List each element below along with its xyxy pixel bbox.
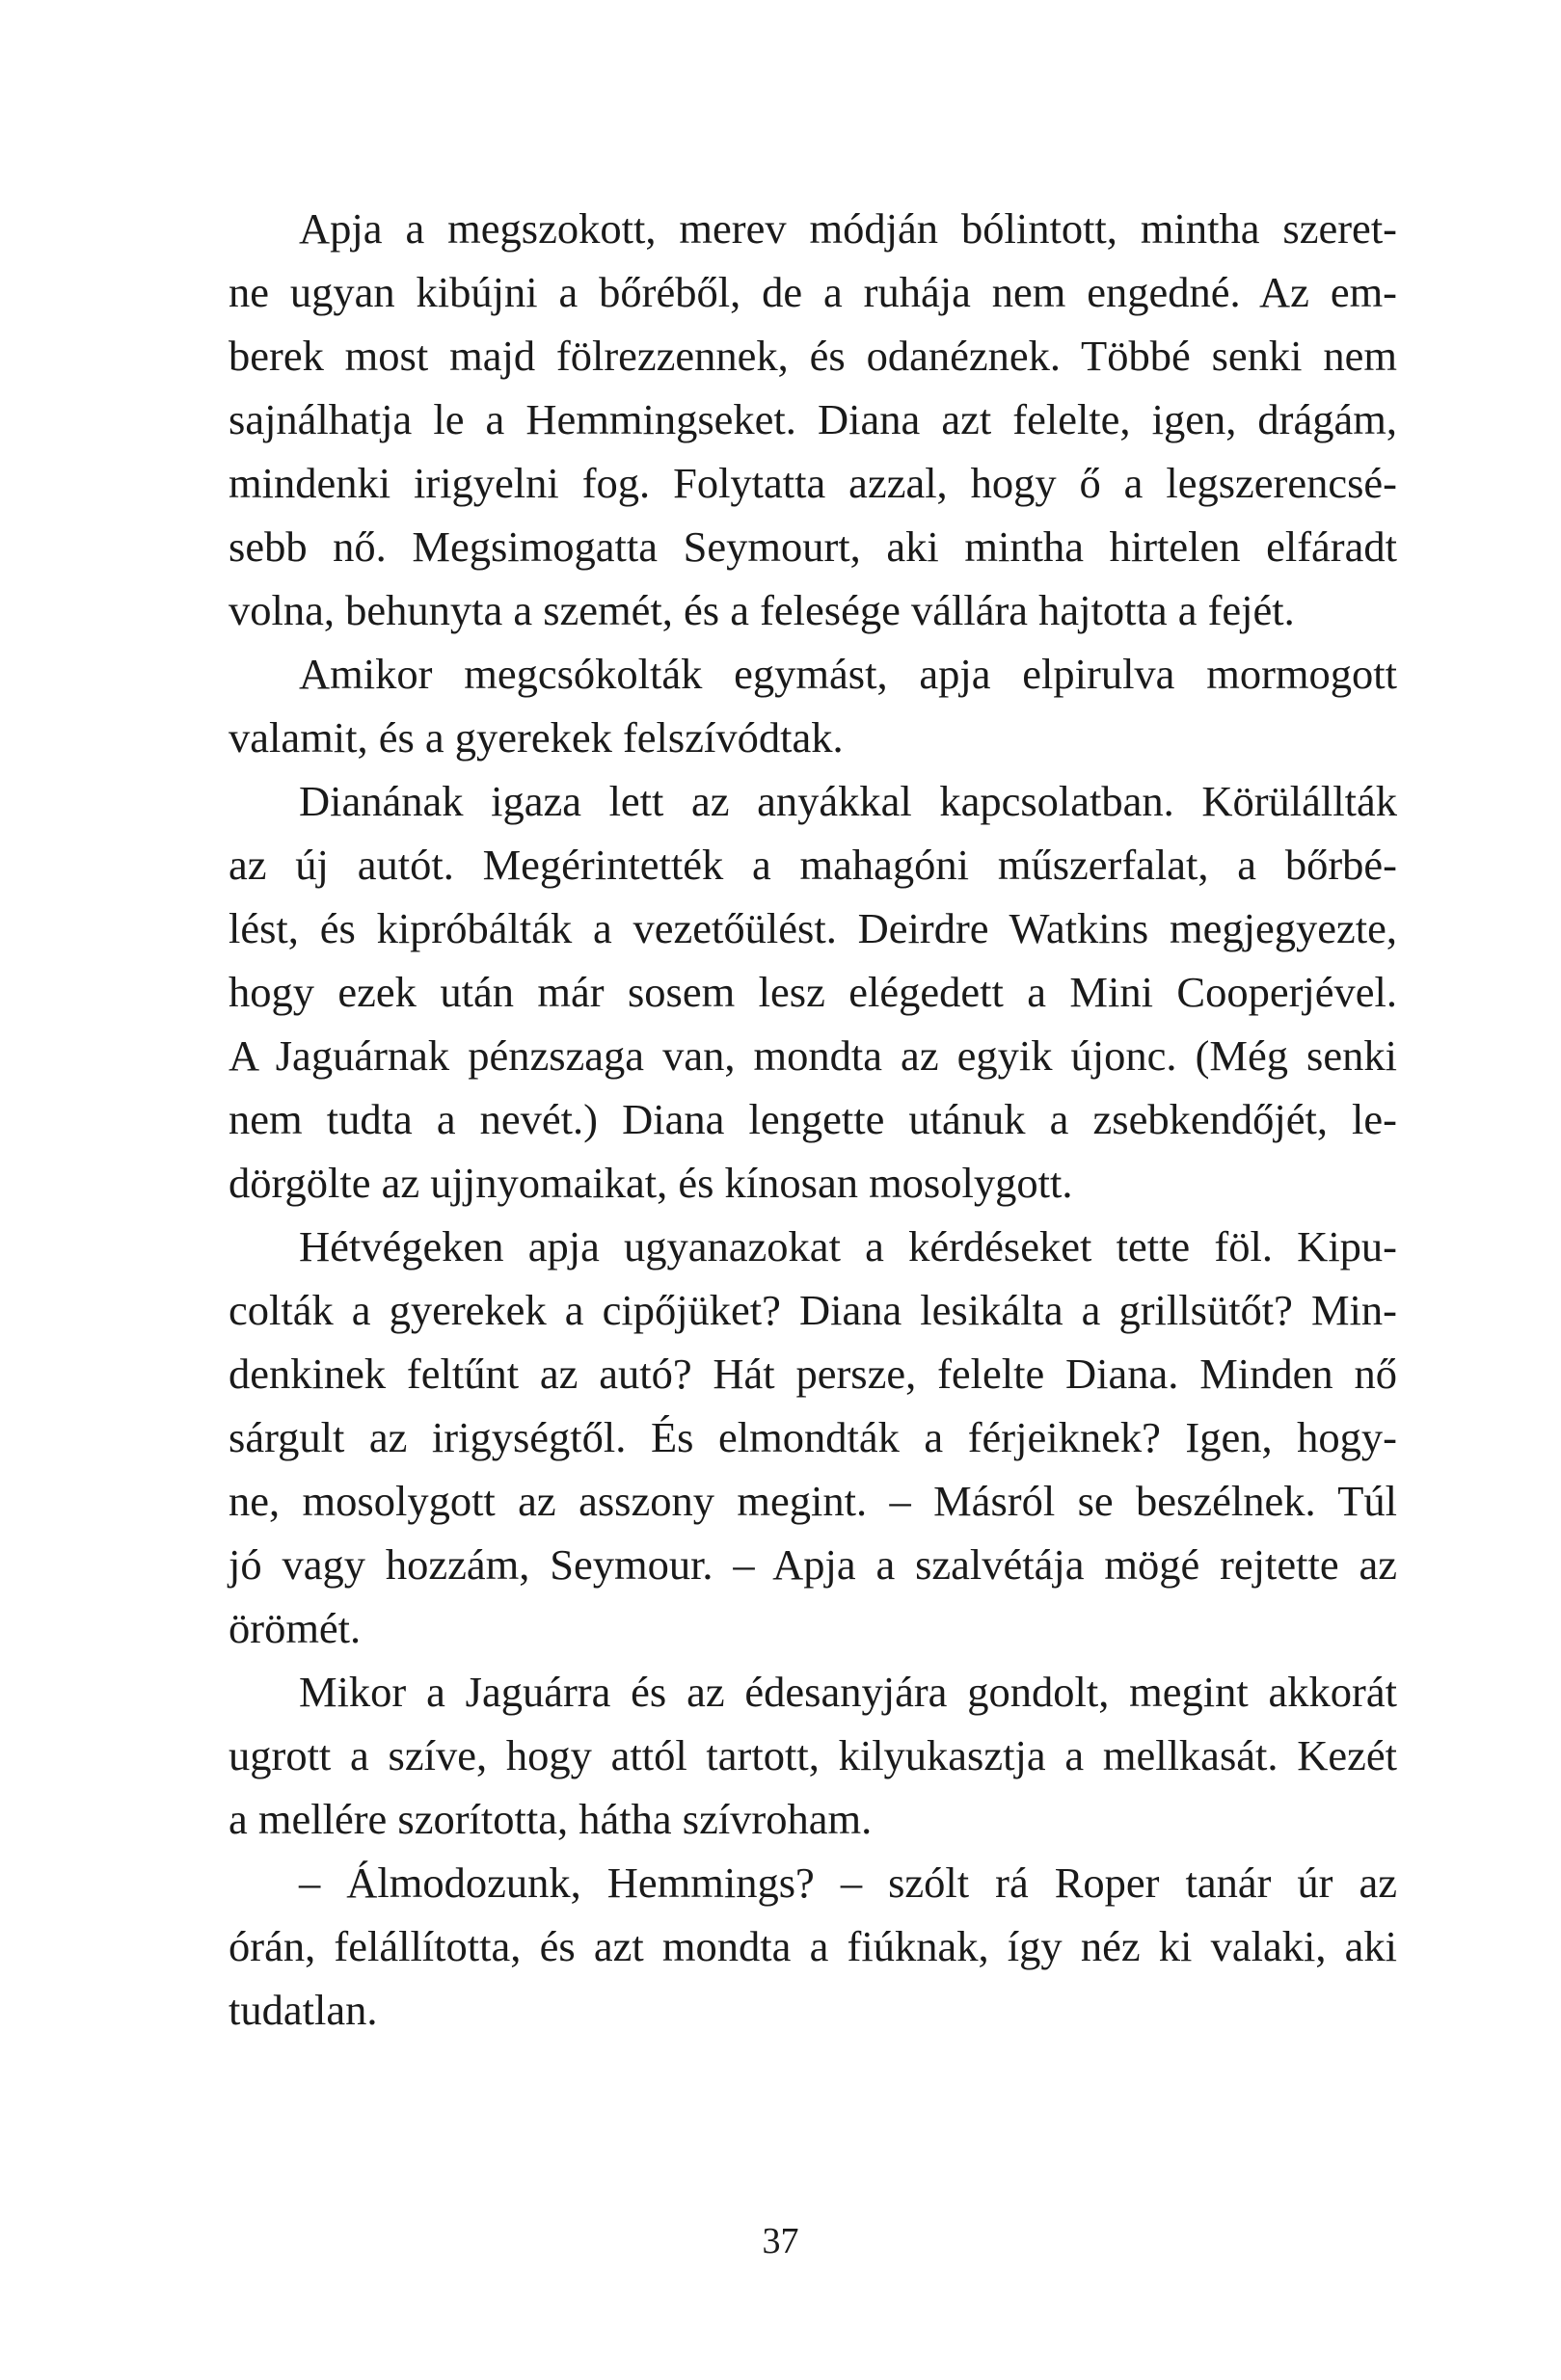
paragraph <box>229 1851 1397 2042</box>
text-line: volna, behunyta a szemét, és a felesége vállára hajtotta a fejét. <box>229 586 1295 634</box>
text-line: az új autót. Megérintették a mahagóni műszerfalat, a bőrbé- <box>229 841 1397 889</box>
text-line: mindenki irigyelni fog. Folytatta azzal, hogy ő a legszerencsé- <box>229 459 1397 507</box>
text-line: colták a gyerekek a cipőjüket? Diana lesikálta a grillsütőt? Min- <box>229 1286 1397 1334</box>
text-line: Amikor megcsókolták egymást, apja elpirulva mormogott <box>299 650 1397 698</box>
paragraph <box>229 642 1397 769</box>
text-line: dörgölte az ujjnyomaikat, és kínosan mosolygott. <box>229 1159 1073 1207</box>
text-line: valamit, és a gyerekek felszívódtak. <box>229 713 844 762</box>
paragraph <box>229 197 1397 642</box>
text-line: sajnálhatja le a Hemmingseket. Diana azt felelte, igen, drágám, <box>229 395 1397 443</box>
text-line: örömét. <box>229 1604 362 1652</box>
text-line: ne, mosolygott az asszony megint. – Másról se beszélnek. Túl <box>229 1477 1397 1525</box>
text-line: – Álmodozunk, Hemmings? – szólt rá Roper tanár úr az <box>299 1859 1397 1907</box>
paragraph <box>229 1215 1397 1660</box>
text-line: nem tudta a nevét.) Diana lengette utánuk a zsebkendőjét, le- <box>229 1095 1397 1143</box>
paragraph <box>229 769 1397 1215</box>
text-line: lést, és kipróbálták a vezetőülést. Deirdre Watkins megjegyezte, <box>229 904 1397 952</box>
text-line: sebb nő. Megsimogatta Seymourt, aki mintha hirtelen elfáradt <box>229 522 1397 571</box>
text-line: sárgult az irigységtől. És elmondták a férjeiknek? Igen, hogy- <box>229 1413 1397 1461</box>
text-line: A Jaguárnak pénzszaga van, mondta az egyik újonc. (Még senki <box>229 1031 1397 1080</box>
page-body <box>229 197 1397 2042</box>
text-line: Mikor a Jaguárra és az édesanyjára gondolt, megint akkorát <box>299 1668 1397 1716</box>
text-line: Hétvégeken apja ugyanazokat a kérdéseket tette föl. Kipu- <box>299 1222 1397 1270</box>
text-line: hogy ezek után már sosem lesz elégedett a Mini Cooperjével. <box>229 968 1397 1016</box>
text-line: a mellére szorította, hátha szívroham. <box>229 1795 873 1843</box>
text-line: Dianának igaza lett az anyákkal kapcsolatban. Körülállták <box>299 777 1397 825</box>
page-number: 37 <box>762 2221 799 2261</box>
text-line: jó vagy hozzám, Seymour. – Apja a szalvétája mögé rejtette az <box>229 1540 1397 1589</box>
text-line: denkinek feltűnt az autó? Hát persze, felelte Diana. Minden nő <box>229 1350 1397 1398</box>
paragraph <box>229 1660 1397 1851</box>
text-line: berek most majd fölrezzennek, és odanéznek. Többé senki nem <box>229 332 1397 380</box>
text-line: órán, felállította, és azt mondta a fiúknak, így néz ki valaki, aki <box>229 1922 1397 1970</box>
text-line: tudatlan. <box>229 1986 378 2034</box>
text-line: ne ugyan kibújni a bőréből, de a ruhája nem engedné. Az em- <box>229 268 1397 316</box>
text-line: Apja a megszokott, merev módján bólintott, mintha szeret- <box>299 204 1397 253</box>
text-line: ugrott a szíve, hogy attól tartott, kilyukasztja a mellkasát. Kezét <box>229 1731 1397 1779</box>
